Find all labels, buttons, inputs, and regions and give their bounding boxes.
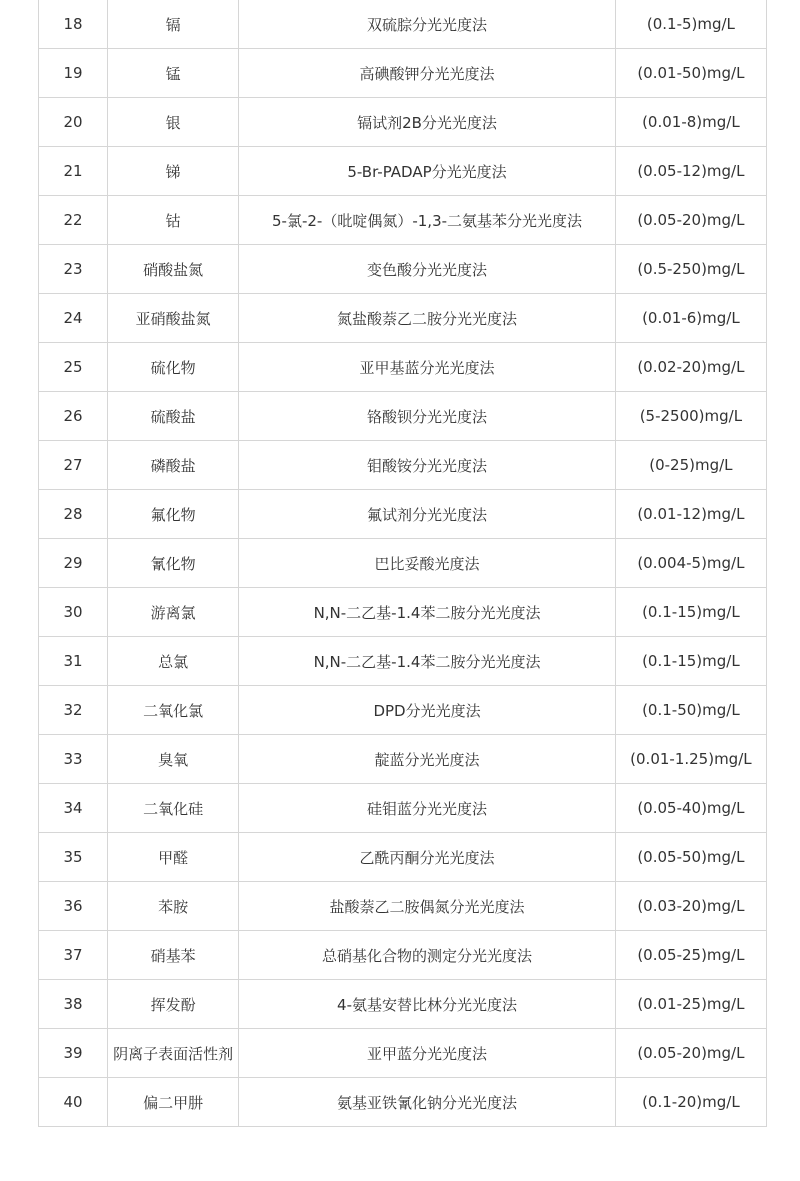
table-row — [39, 441, 767, 490]
test-item-cell: 磷酸盐 — [108, 441, 239, 490]
row-number-cell: 36 — [39, 882, 108, 931]
row-number-cell: 30 — [39, 588, 108, 637]
range-cell: (0.01-8)mg/L — [615, 98, 766, 147]
table-row — [39, 539, 767, 588]
method-cell: 亚甲基蓝分光光度法 — [239, 343, 616, 392]
range-cell: (0.1-5)mg/L — [615, 0, 766, 49]
range-cell: (0.004-5)mg/L — [615, 539, 766, 588]
row-number-cell: 20 — [39, 98, 108, 147]
table-row — [39, 980, 767, 1029]
table-row — [39, 49, 767, 98]
range-cell: (0.01-50)mg/L — [615, 49, 766, 98]
range-cell: (0.01-6)mg/L — [615, 294, 766, 343]
range-cell: (0.1-20)mg/L — [615, 1078, 766, 1127]
range-cell: (0.01-25)mg/L — [615, 980, 766, 1029]
method-cell: 靛蓝分光光度法 — [239, 735, 616, 784]
test-item-cell: 偏二甲肼 — [108, 1078, 239, 1127]
test-item-cell: 锑 — [108, 147, 239, 196]
range-cell: (0.05-20)mg/L — [615, 1029, 766, 1078]
method-cell: 硅钼蓝分光光度法 — [239, 784, 616, 833]
table-row — [39, 245, 767, 294]
range-cell: (0.03-20)mg/L — [615, 882, 766, 931]
row-number-cell: 21 — [39, 147, 108, 196]
method-cell: DPD分光光度法 — [239, 686, 616, 735]
test-item-cell: 亚硝酸盐氮 — [108, 294, 239, 343]
range-cell: (0.05-12)mg/L — [615, 147, 766, 196]
table-row — [39, 196, 767, 245]
method-cell: N,N-二乙基-1.4苯二胺分光光度法 — [239, 588, 616, 637]
row-number-cell: 40 — [39, 1078, 108, 1127]
row-number-cell: 18 — [39, 0, 108, 49]
method-cell: 氨基亚铁氰化钠分光光度法 — [239, 1078, 616, 1127]
table-row — [39, 392, 767, 441]
row-number-cell: 31 — [39, 637, 108, 686]
method-cell: 巴比妥酸光度法 — [239, 539, 616, 588]
table-row — [39, 735, 767, 784]
method-cell: 5-Br-PADAP分光光度法 — [239, 147, 616, 196]
range-cell: (0.01-1.25)mg/L — [615, 735, 766, 784]
range-cell: (0.1-15)mg/L — [615, 588, 766, 637]
row-number-cell: 29 — [39, 539, 108, 588]
method-cell: N,N-二乙基-1.4苯二胺分光光度法 — [239, 637, 616, 686]
row-number-cell: 27 — [39, 441, 108, 490]
table-row — [39, 931, 767, 980]
range-cell: (0.05-20)mg/L — [615, 196, 766, 245]
table-row — [39, 343, 767, 392]
row-number-cell: 39 — [39, 1029, 108, 1078]
row-number-cell: 33 — [39, 735, 108, 784]
methods-table-body — [39, 0, 767, 1127]
test-item-cell: 镉 — [108, 0, 239, 49]
test-item-cell: 总氯 — [108, 637, 239, 686]
test-item-cell: 银 — [108, 98, 239, 147]
table-row — [39, 686, 767, 735]
test-item-cell: 甲醛 — [108, 833, 239, 882]
row-number-cell: 19 — [39, 49, 108, 98]
test-item-cell: 苯胺 — [108, 882, 239, 931]
row-number-cell: 34 — [39, 784, 108, 833]
table-row — [39, 490, 767, 539]
method-cell: 镉试剂2B分光光度法 — [239, 98, 616, 147]
table-row — [39, 294, 767, 343]
test-item-cell: 阴离子表面活性剂 — [108, 1029, 239, 1078]
row-number-cell: 35 — [39, 833, 108, 882]
test-item-cell: 挥发酚 — [108, 980, 239, 1029]
test-item-cell: 氰化物 — [108, 539, 239, 588]
row-number-cell: 26 — [39, 392, 108, 441]
row-number-cell: 32 — [39, 686, 108, 735]
method-cell: 氮盐酸萘乙二胺分光光度法 — [239, 294, 616, 343]
table-row — [39, 784, 767, 833]
method-cell: 双硫腙分光光度法 — [239, 0, 616, 49]
test-item-cell: 二氧化氯 — [108, 686, 239, 735]
range-cell: (0.05-40)mg/L — [615, 784, 766, 833]
test-item-cell: 钴 — [108, 196, 239, 245]
table-row — [39, 0, 767, 49]
range-cell: (0.05-25)mg/L — [615, 931, 766, 980]
method-cell: 4-氨基安替比林分光光度法 — [239, 980, 616, 1029]
test-item-cell: 二氧化硅 — [108, 784, 239, 833]
table-row — [39, 588, 767, 637]
method-cell: 5-氯-2-（吡啶偶氮）-1,3-二氨基苯分光光度法 — [239, 196, 616, 245]
table-row — [39, 637, 767, 686]
test-item-cell: 硝基苯 — [108, 931, 239, 980]
row-number-cell: 25 — [39, 343, 108, 392]
test-item-cell: 游离氯 — [108, 588, 239, 637]
test-item-cell: 锰 — [108, 49, 239, 98]
table-row — [39, 1029, 767, 1078]
table-row — [39, 147, 767, 196]
row-number-cell: 22 — [39, 196, 108, 245]
range-cell: (0.1-50)mg/L — [615, 686, 766, 735]
method-cell: 铬酸钡分光光度法 — [239, 392, 616, 441]
method-cell: 总硝基化合物的测定分光光度法 — [239, 931, 616, 980]
method-cell: 钼酸铵分光光度法 — [239, 441, 616, 490]
table-row — [39, 98, 767, 147]
row-number-cell: 24 — [39, 294, 108, 343]
method-cell: 乙酰丙酮分光光度法 — [239, 833, 616, 882]
test-item-cell: 硝酸盐氮 — [108, 245, 239, 294]
table-row — [39, 833, 767, 882]
method-cell: 亚甲蓝分光光度法 — [239, 1029, 616, 1078]
row-number-cell: 28 — [39, 490, 108, 539]
row-number-cell: 37 — [39, 931, 108, 980]
range-cell: (0.02-20)mg/L — [615, 343, 766, 392]
method-cell: 盐酸萘乙二胺偶氮分光光度法 — [239, 882, 616, 931]
range-cell: (5-2500)mg/L — [615, 392, 766, 441]
range-cell: (0.1-15)mg/L — [615, 637, 766, 686]
test-item-cell: 臭氧 — [108, 735, 239, 784]
range-cell: (0.05-50)mg/L — [615, 833, 766, 882]
range-cell: (0.5-250)mg/L — [615, 245, 766, 294]
methods-table — [38, 0, 767, 1127]
range-cell: (0.01-12)mg/L — [615, 490, 766, 539]
method-cell: 氟试剂分光光度法 — [239, 490, 616, 539]
table-row — [39, 882, 767, 931]
row-number-cell: 23 — [39, 245, 108, 294]
test-item-cell: 硫化物 — [108, 343, 239, 392]
table-row — [39, 1078, 767, 1127]
test-item-cell: 硫酸盐 — [108, 392, 239, 441]
method-cell: 变色酸分光光度法 — [239, 245, 616, 294]
range-cell: (0-25)mg/L — [615, 441, 766, 490]
test-item-cell: 氟化物 — [108, 490, 239, 539]
row-number-cell: 38 — [39, 980, 108, 1029]
method-cell: 高碘酸钾分光光度法 — [239, 49, 616, 98]
